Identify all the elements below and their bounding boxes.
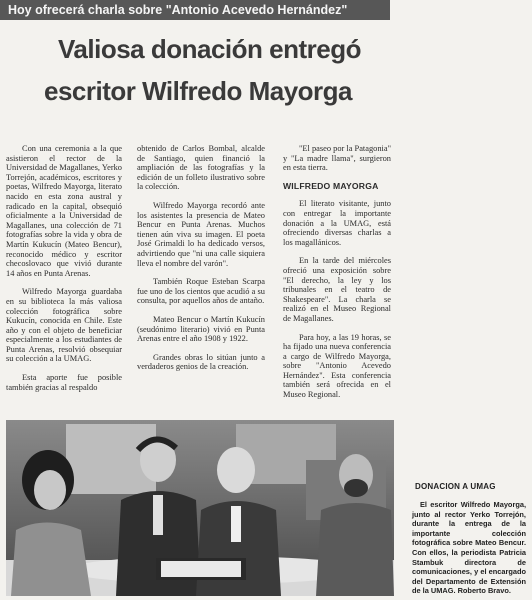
paragraph: Para hoy, a las 19 horas, se ha fijado una nueva conferencia a cargo de Wilfredo Mayorga, sobre "Antonio Acevedo Hernández". Esta conferencia también será ofrecida en el Museo Regional. [283, 332, 391, 400]
paragraph: Wilfredo Mayorga recordó ante los asistentes la presencia de Mateo Bencur en Punta Arenas. Muchos tienen aún viva su imagen. El poeta José Grimaldi lo ha dedicado versos, advirtiendo que "ni una calle siquiera lleva el nombre del varón". [137, 200, 265, 268]
paragraph: Mateo Bencur o Martín Kukucín (seudónimo literario) vivió en Punta Arenas entre el año 1908 y 1922. [137, 314, 265, 344]
section-subhead: WILFREDO MAYORGA [283, 180, 379, 191]
photo-caption: El escritor Wilfredo Mayorga, junto al rector Yerko Torrejón, durante la entrega de la importante colección fotográfica sobre Mateo Bencur. Con ellos, la periodista Patricia Stambuk directora de comunicaciones, y el encargado del Departamento de Extensión de la UMAG. Roberto Bravo. [412, 500, 526, 596]
article-column-2 [137, 144, 265, 381]
headline-line-2: escritor Wilfredo Mayorga [44, 76, 353, 106]
news-photo [6, 420, 394, 596]
photo-illustration [6, 420, 394, 596]
paragraph: También Roque Esteban Scarpa fue uno de los cientos que acudió a su consulta, por aquellos años de antaño. [137, 277, 265, 306]
paragraph: El literato visitante, junto con entregar la importante donación a la UMAG, está ofreciendo diversas charlas a los magallánicos. [283, 199, 391, 247]
article-column-3 [283, 144, 391, 409]
paragraph: Con una ceremonia a la que asistieron el rector de la Universidad de Magallanes, Yerko Torrejón, académicos, escritores y poetas, Wilfredo Mayorga, literato nacido en esta zona austral y radicado en la capital, obsequió oficialmente a la Universidad de Magallanes, una colección de 71 fotografías sobre la vida y obra de Martín Kukucín (Mateo Bencur), reconocido médico y escritor checoslovaco que vivió durante 14 años en Punta Arenas. [6, 144, 122, 278]
paragraph: obtenido de Carlos Bombal, alcalde de Santiago, quien financió la ampliación de las fotografías y la edición de un folleto ilustrativo sobre la colección. [137, 144, 265, 192]
paragraph: Esta aporte fue posible también gracias al respaldo [6, 373, 122, 392]
paragraph: Wilfredo Mayorga guardaba en su biblioteca la más valiosa colección fotográfica sobre Kukucín, conocida en Chile. Este año y con el objeto de beneficiar especialmente a los estudiantes de Punta Arenas, resolvió obsequiar su colección a la UMAG. [6, 287, 122, 364]
article-column-1 [6, 144, 122, 401]
paragraph: Grandes obras lo sitúan junto a verdaderos genios de la creación. [137, 352, 265, 372]
headline-line-1: Valiosa donación entregó [58, 34, 361, 64]
paragraph: En la tarde del miércoles ofreció una exposición sobre "El derecho, la ley y los tribunales en el teatro de Shakespeare". La charla se realizó en el Museo Regional de Magallanes. [283, 256, 391, 323]
kicker-bar: Hoy ofrecerá charla sobre "Antonio Acevedo Hernández" [0, 0, 390, 20]
paragraph: "El paseo por la Patagonia" y "La madre llama", surgieron en esta tierra. [283, 144, 391, 173]
photo-caption-title: DONACION A UMAG [415, 482, 496, 491]
